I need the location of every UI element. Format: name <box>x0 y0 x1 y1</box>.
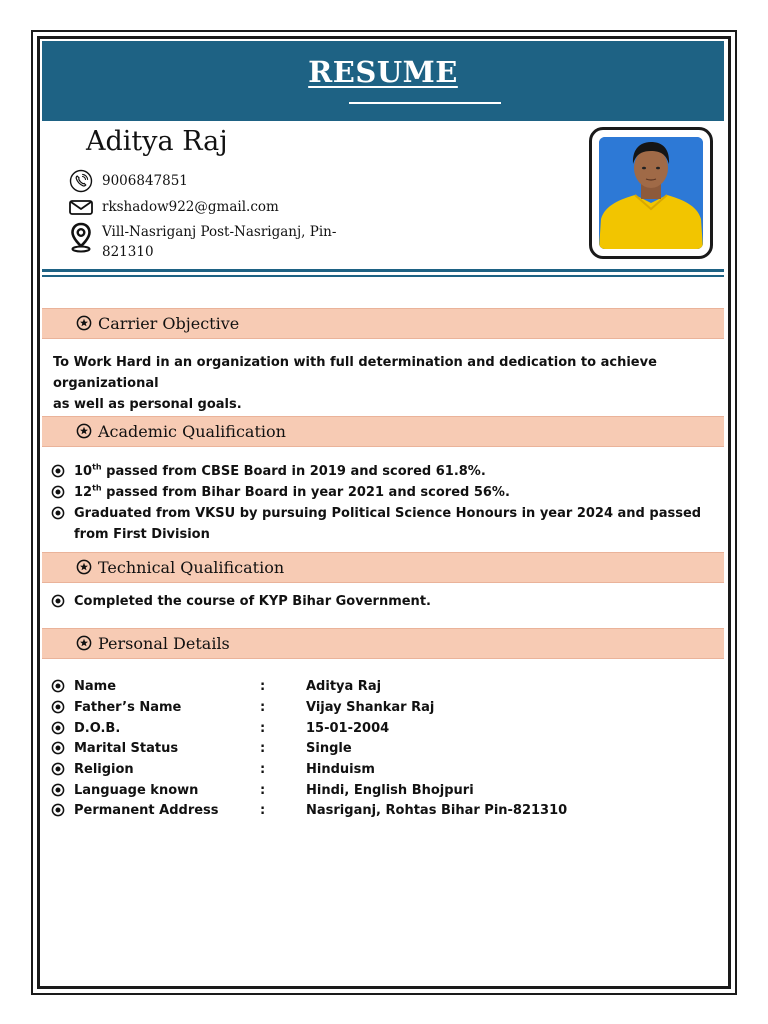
field-separator: : <box>260 803 266 818</box>
address-row <box>68 222 336 262</box>
field-separator: : <box>260 783 266 798</box>
academic-detail-line-1: Graduated from VKSU by pursuing Political Science Honours in year 2024 and passed <box>74 506 702 521</box>
address-text <box>102 222 336 262</box>
address-line-2: 821310 <box>102 244 154 260</box>
field-separator: : <box>260 700 266 715</box>
field-label: Language known <box>74 783 199 798</box>
technical-item <box>51 591 431 612</box>
academic-item <box>51 461 486 482</box>
field-separator: : <box>260 679 266 694</box>
field-value: Aditya Raj <box>306 679 382 694</box>
target-bullet-icon <box>51 741 65 755</box>
phone-number: 9006847851 <box>102 173 188 189</box>
personal-row-language <box>51 780 691 801</box>
academic-text <box>74 482 510 503</box>
star-circle-icon <box>76 423 92 439</box>
field-label: Permanent Address <box>74 803 219 818</box>
target-bullet-icon <box>51 803 65 817</box>
personal-row-marital-status <box>51 738 691 759</box>
field-label: Marital Status <box>74 741 179 756</box>
field-label: Religion <box>74 762 134 777</box>
header-divider-thick <box>42 269 724 272</box>
objective-line-2: as well as personal goals. <box>53 397 242 412</box>
target-bullet-icon <box>51 762 65 776</box>
field-separator: : <box>260 762 266 777</box>
field-value: Hindi, English Bhojpuri <box>306 783 474 798</box>
grade-number: 12 <box>74 485 93 500</box>
personal-row-dob <box>51 718 691 739</box>
section-title: Personal Details <box>98 634 230 653</box>
field-value: 15-01-2004 <box>306 721 390 736</box>
profile-photo-frame <box>589 127 713 259</box>
field-value: Nasriganj, Rohtas Bihar Pin-821310 <box>306 803 568 818</box>
resume-header <box>42 41 724 121</box>
field-label: Father’s Name <box>74 700 182 715</box>
objective-line-1: To Work Hard in an organization with full determination and dedication to achieve organizational <box>53 355 657 391</box>
resume-title: RESUME <box>42 55 724 89</box>
target-bullet-icon <box>51 721 65 735</box>
location-pin-icon <box>68 222 94 254</box>
academic-text <box>74 503 701 545</box>
objective-text <box>53 352 725 415</box>
target-bullet-icon <box>51 464 65 478</box>
section-title: Carrier Objective <box>98 314 240 333</box>
academic-detail-line-2: from First Division <box>74 527 210 542</box>
field-value: Hinduism <box>306 762 375 777</box>
email-row <box>68 195 279 219</box>
section-header-technical <box>42 552 724 583</box>
profile-photo <box>599 137 703 249</box>
address-line-1: Vill-Nasriganj Post-Nasriganj, Pin- <box>102 224 337 240</box>
personal-row-address <box>51 800 691 821</box>
target-bullet-icon <box>51 679 65 693</box>
personal-row-father-name <box>51 697 691 718</box>
personal-row-religion <box>51 759 691 780</box>
candidate-name: Aditya Raj <box>86 126 228 157</box>
technical-text: Completed the course of KYP Bihar Government. <box>74 594 431 609</box>
target-bullet-icon <box>51 783 65 797</box>
field-value: Single <box>306 741 352 756</box>
academic-detail: passed from Bihar Board in year 2021 and scored 56%. <box>101 485 510 500</box>
star-circle-icon <box>76 315 92 331</box>
section-header-personal <box>42 628 724 659</box>
phone-row <box>68 169 188 193</box>
ordinal-suffix: th <box>92 462 102 472</box>
ordinal-suffix: th <box>92 483 102 493</box>
target-bullet-icon <box>51 485 65 499</box>
personal-row-name <box>51 676 691 697</box>
phone-icon <box>68 169 94 193</box>
email-address: rkshadow922@gmail.com <box>102 199 279 215</box>
grade-number: 10 <box>74 464 93 479</box>
target-bullet-icon <box>51 506 65 520</box>
section-header-academic <box>42 416 724 447</box>
section-title: Technical Qualification <box>98 558 285 577</box>
academic-item <box>51 503 701 545</box>
target-bullet-icon <box>51 594 65 608</box>
section-title: Academic Qualification <box>98 422 286 441</box>
field-label: Name <box>74 679 117 694</box>
star-circle-icon <box>76 559 92 575</box>
field-separator: : <box>260 721 266 736</box>
section-header-objective <box>42 308 724 339</box>
field-value: Vijay Shankar Raj <box>306 700 435 715</box>
field-separator: : <box>260 741 266 756</box>
academic-item <box>51 482 510 503</box>
header-divider-thin <box>42 275 724 277</box>
envelope-icon <box>68 195 94 219</box>
academic-detail: passed from CBSE Board in 2019 and scored 61.8%. <box>101 464 486 479</box>
field-label: D.O.B. <box>74 721 121 736</box>
star-circle-icon <box>76 635 92 651</box>
academic-text <box>74 461 486 482</box>
target-bullet-icon <box>51 700 65 714</box>
